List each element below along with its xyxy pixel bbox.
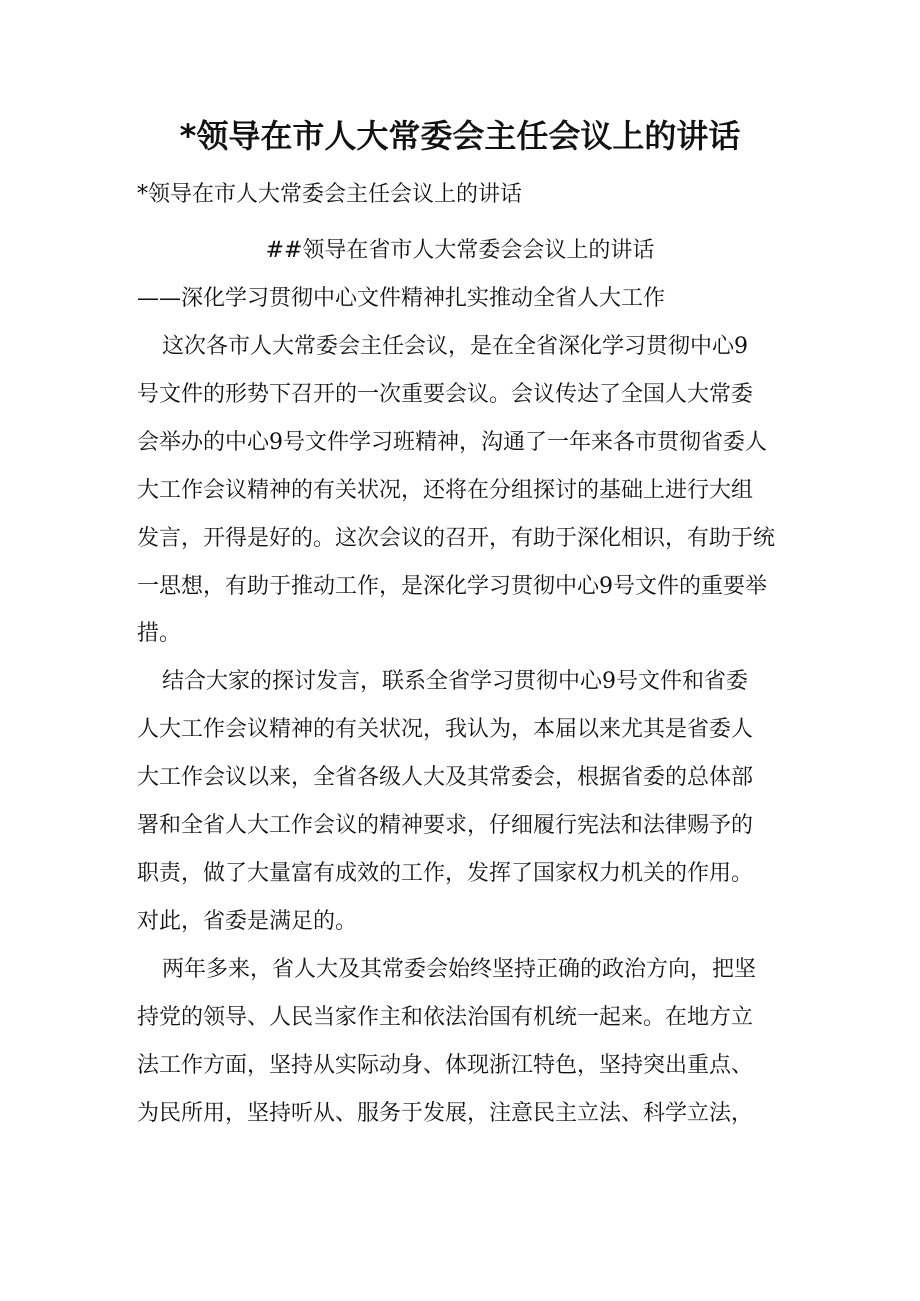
paragraph-1-line-6: 一思想，有助于推动工作，是深化学习贯彻中心9号文件的重要举 [137,574,767,599]
speech-heading: ##领导在省市人大常委会会议上的讲话 [265,238,655,263]
paragraph-2-line-4: 署和全省人大工作会议的精神要求，仔细履行宪法和法律赐予的 [137,813,754,838]
paragraph-2-line-2: 人大工作会议精神的有关状况，我认为，本届以来尤其是省委人 [137,717,754,742]
speech-subheading: ——深化学习贯彻中心文件精神扎实推动全省人大工作 [137,286,666,311]
paragraph-3-line-2: 持党的领导、人民当家作主和依法治国有机统一起来。在地方立 [137,1005,754,1030]
paragraph-2-line-1: 结合大家的探讨发言，联系全省学习贯彻中心9号文件和省委 [162,669,748,694]
paragraph-3-line-4: 为民所用，坚持听从、服务于发展，注意民主立法、科学立法， [137,1101,754,1126]
paragraph-2-line-5: 职责，做了大量富有成效的工作，发挥了国家权力机关的作用。 [137,861,754,886]
paragraph-1-line-4: 大工作会议精神的有关状况，还将在分组探讨的基础上进行大组 [137,478,754,503]
paragraph-3-line-3: 法工作方面，坚持从实际动身、体现浙江特色，坚持突出重点、 [137,1053,754,1078]
paragraph-1-line-7: 措。 [137,621,182,646]
document-title: *领导在市人大常委会主任会议上的讲话 [179,117,741,155]
paragraph-1-line-2: 号文件的形势下召开的一次重要会议。会议传达了全国人大常委 [137,382,754,407]
paragraph-1-line-3: 会举办的中心9号文件学习班精神，沟通了一年来各市贯彻省委人 [137,430,767,455]
paragraph-1-line-5: 发言，开得是好的。这次会议的召开，有助于深化相识，有助于统 [137,526,776,551]
paragraph-1-line-1: 这次各市人大常委会主任会议，是在全省深化学习贯彻中心9 [162,334,748,359]
document-subtitle: *领导在市人大常委会主任会议上的讲话 [137,182,523,207]
paragraph-2-line-3: 大工作会议以来，全省各级人大及其常委会，根据省委的总体部 [137,765,754,790]
paragraph-3-line-1: 两年多来，省人大及其常委会始终坚持正确的政治方向，把坚 [162,957,757,982]
paragraph-2-line-6: 对此，省委是满足的。 [137,909,358,934]
